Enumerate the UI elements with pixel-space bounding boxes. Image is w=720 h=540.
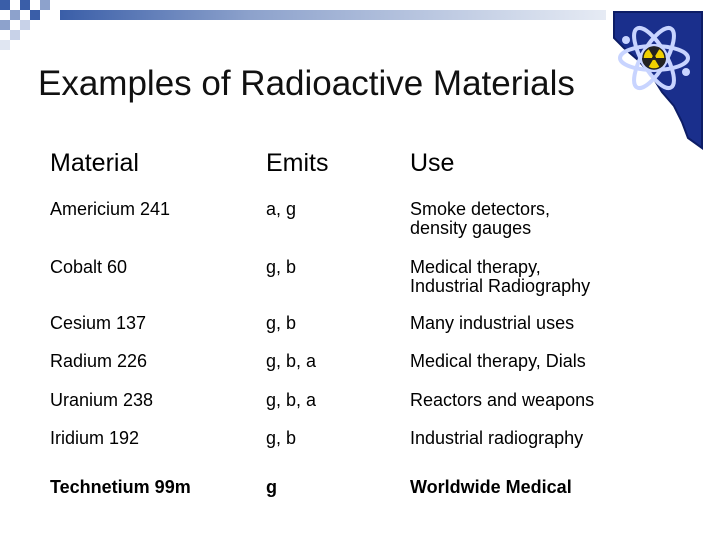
corner-checker-decoration [0,0,60,60]
material-cell: Uranium 238 [50,390,154,410]
header-use: Use [410,149,455,177]
use-cell: Reactors and weapons [410,390,595,410]
use-cell: Worldwide Medical [410,477,572,497]
material-cell: Americium 241 [50,199,171,219]
emits-cell: g, b [266,313,297,333]
use-cell: Medical therapy, Dials [410,351,586,371]
emits-cell: g, b [266,257,297,277]
emits-cell: a, g [266,199,297,219]
top-gradient-bar [60,10,606,20]
atom-nevada-logo-icon [612,10,704,152]
use-cell: Industrial radiography [410,428,584,448]
slide-title: Examples of Radioactive Materials [38,64,575,103]
material-cell: Cobalt 60 [50,257,128,277]
header-material: Material [50,149,139,177]
material-cell: Iridium 192 [50,428,140,448]
emits-cell: g [266,477,277,497]
emits-cell: g, b, a [266,351,317,371]
material-cell: Cesium 137 [50,313,147,333]
use-cell: Many industrial uses [410,313,575,333]
header-emits: Emits [266,149,329,177]
emits-cell: g, b [266,428,297,448]
use-cell: Medical therapy, Industrial Radiography [410,257,591,296]
material-cell: Radium 226 [50,351,148,371]
use-cell: Smoke detectors, density gauges [410,199,551,238]
emits-cell: g, b, a [266,390,317,410]
material-cell: Technetium 99m [50,477,191,497]
